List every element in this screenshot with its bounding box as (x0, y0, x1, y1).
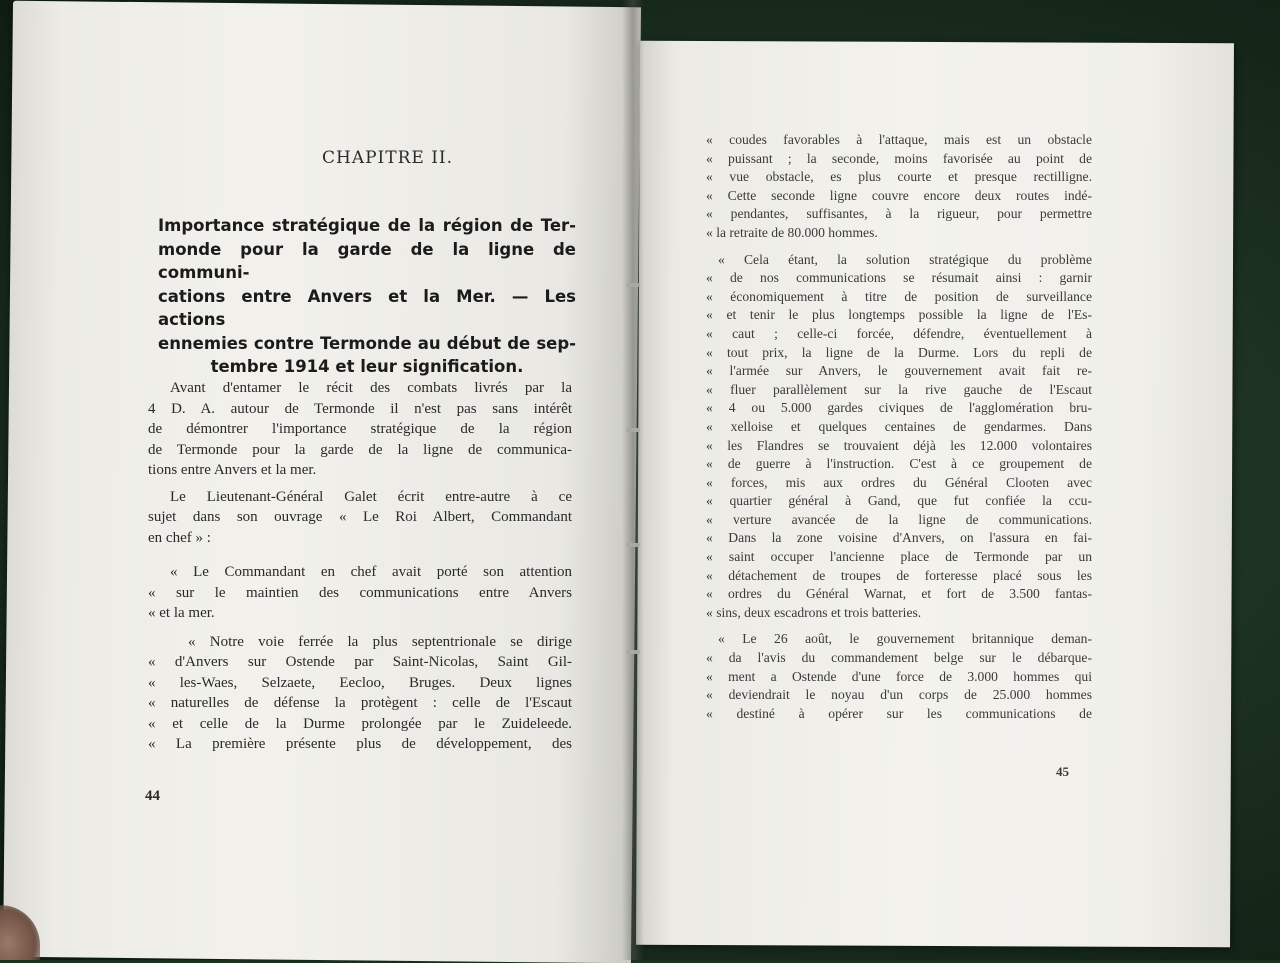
page-number: 44 (145, 788, 160, 804)
heading-line: ennemies contre Termonde au début de sep- (158, 333, 576, 353)
text-line: « tout prix, la ligne de la Durme. Lors du repli de (706, 344, 1092, 360)
text-line: « sur le maintien des communications entre Anvers (148, 584, 572, 601)
text-line: « et la mer. (148, 605, 215, 621)
quote-paragraph (148, 562, 572, 624)
text-line: « puissant ; la seconde, moins favorisée au point de (706, 150, 1092, 166)
binding-stitch (626, 543, 640, 547)
text-line: « deviendrait le noyau d'un corps de 25.000 hommes (706, 687, 1092, 703)
chapter-title: CHAPITRE II. (322, 148, 454, 168)
book-spine (622, 0, 644, 960)
text-line: « détachement de troupes de forteresse placé sous les (706, 567, 1092, 583)
paragraph-gap (148, 624, 572, 632)
text-line: « les-Waes, Selzaete, Eecloo, Bruges. Deux lignes (148, 674, 572, 691)
quote-paragraph (706, 630, 1092, 723)
text-line: « 4 ou 5.000 gardes civiques de l'agglomération bru- (706, 400, 1092, 416)
page-number: 45 (1056, 764, 1069, 779)
chapter-heading (158, 214, 576, 379)
text-line: « de guerre à l'instruction. C'est à ce groupement de (706, 456, 1092, 472)
text-line: tions entre Anvers et la mer. (148, 462, 317, 478)
text-line: « ment a Ostende d'une force de 3.000 hommes qui (706, 668, 1092, 684)
binding-stitch (626, 428, 640, 432)
text-line: « destiné à opérer sur les communications de (706, 705, 1092, 721)
quote-paragraph (706, 251, 1092, 623)
paragraph-gap (148, 548, 572, 562)
text-line: Le Lieutenant-Général Galet écrit entre-autre à ce (170, 488, 572, 505)
text-line: 4 D. A. autour de Termonde il n'est pas sans intérêt (148, 400, 572, 417)
text-line: « da l'avis du commandement belge sur le débarque- (706, 650, 1092, 666)
left-page-body (148, 378, 572, 755)
text-line: « xelloise et quelques centaines de gendarmes. Dans (706, 418, 1092, 434)
text-line: « Dans la zone voisine d'Anvers, on l'assura en fai- (706, 530, 1092, 546)
text-line: « Notre voie ferrée la plus septentrionale se dirige (188, 633, 572, 650)
text-line: « d'Anvers sur Ostende par Saint-Nicolas, Saint Gil- (148, 654, 572, 670)
text-line: « quartier général à Gand, que fut confiée la ccu- (706, 493, 1092, 509)
text-line: de démontrer l'importance stratégique de la région (148, 421, 572, 437)
text-line: « fluer parallèlement sur la rive gauche de l'Escaut (706, 381, 1092, 397)
paragraph-gap (706, 243, 1092, 251)
binding-stitch (626, 650, 640, 654)
text-line: « Cette seconde ligne couvre encore deux routes indé- (706, 187, 1092, 203)
text-line: « saint occuper l'ancienne place de Termonde par un (706, 549, 1092, 565)
text-line: « coudes favorables à l'attaque, mais est un obstacle (706, 132, 1092, 147)
text-line: « Cela étant, la solution stratégique du problème (718, 251, 1092, 267)
heading-line: monde pour la garde de la ligne de communi- (158, 239, 576, 282)
right-page-body (706, 131, 1092, 723)
text-line: « forces, mis aux ordres du Général Clooten avec (706, 474, 1092, 490)
text-line: en chef » : (148, 529, 211, 546)
heading-line: cations entre Anvers et la Mer. — Les actions (158, 286, 576, 329)
text-line: « la retraite de 80.000 hommes. (706, 224, 878, 240)
text-line: « les Flandres se trouvaient déjà les 12.000 volontaires (706, 437, 1092, 453)
heading-line: Importance stratégique de la région de Ter- (158, 216, 576, 235)
text-line: Avant d'entamer le récit des combats livrés par la (170, 380, 572, 396)
text-line: « sins, deux escadrons et trois batteries. (706, 604, 922, 620)
text-line: « pendantes, suffisantes, à la rigueur, pour permettre (706, 206, 1092, 222)
text-line: « de nos communications se résumait ainsi : garnir (706, 270, 1092, 286)
paragraph-gap (706, 622, 1092, 630)
text-line: « caut ; celle-ci forcée, défendre, éventuellement à (706, 325, 1092, 341)
binding-stitch (626, 283, 640, 287)
text-line: « ordres du Général Warnat, et fort de 3.500 fantas- (706, 586, 1092, 602)
quote-paragraph (706, 131, 1092, 243)
quote-paragraph (148, 632, 572, 755)
heading-line: tembre 1914 et leur signification. (210, 357, 524, 376)
text-line: « verture avancée de la ligne de communications. (706, 511, 1092, 527)
text-line: « économiquement à titre de position de surveillance (706, 288, 1092, 304)
paragraph (148, 378, 572, 481)
text-line: « vue obstacle, es plus courte et presque rectilligne. (706, 169, 1092, 185)
paragraph (148, 487, 572, 549)
text-line: « Le Commandant en chef avait porté son attention (170, 564, 572, 580)
text-line: « naturelles de défense la protègent : celle de l'Escaut (148, 695, 572, 711)
text-line: « et tenir le plus longtemps possible la ligne de l'Es- (706, 307, 1092, 323)
text-line: « La première présente plus de développement, des (148, 736, 572, 752)
text-line: « Le 26 août, le gouvernement britannique deman- (718, 631, 1092, 647)
text-line: de Termonde pour la garde de la ligne de communica- (148, 441, 572, 458)
text-line: sujet dans son ouvrage « Le Roi Albert, Commandant (148, 509, 572, 525)
text-line: « l'armée sur Anvers, le gouvernement avait fait re- (706, 363, 1092, 379)
text-line: « et celle de la Durme prolongée par le Zuideleede. (148, 715, 572, 732)
